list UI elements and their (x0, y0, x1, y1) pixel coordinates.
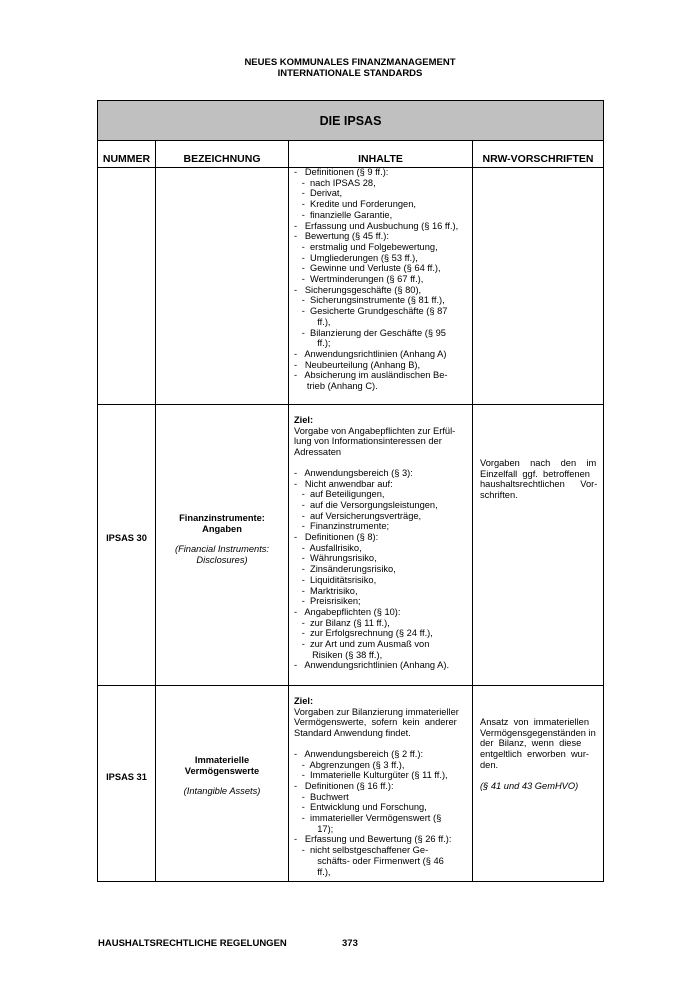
nrw-text: Vermögensgegenständen in (480, 727, 596, 738)
list-item: - Umgliederungen (§ 53 ff.), (294, 252, 418, 263)
nrw-text: Ansatz von immateriellen (480, 717, 590, 727)
nrw-text: Einzelfall ggf. betroffenen (480, 468, 590, 479)
header-line-2: INTERNATIONALE STANDARDS (277, 68, 423, 79)
list-item: - Anwendungsbereich (§ 3): (294, 467, 413, 478)
list-item: - Entwicklung und Forschung, (294, 802, 427, 813)
list-item: - auf die Versorgungsleistungen, (294, 499, 438, 510)
ziel-text: Vorgabe von Angabepflichten zur Erfül- (294, 425, 456, 436)
nrw-text: haushaltsrechtlichen Vor- (480, 479, 598, 490)
list-item: - Buchwert (294, 791, 349, 802)
nrw-reference: (§ 41 und 43 GemHVO) (480, 780, 579, 791)
nrw-text: der Bilanz, wenn diese (480, 738, 582, 749)
row3-bezeichnung (156, 755, 288, 797)
list-item: - Zinsänderungsrisiko, (294, 564, 396, 575)
row3-nummer: IPSAS 31 (106, 772, 147, 782)
row3-nrw (480, 717, 600, 791)
list-item: - auf Beteiligungen, (294, 489, 385, 500)
column-divider (472, 141, 473, 881)
list-item: - Anwendungsrichtlinien (Anhang A). (294, 660, 450, 671)
list-item: - Sicherungsgeschäfte (§ 80), (294, 284, 422, 295)
row2-bezeichnung (156, 513, 288, 566)
list-item: - Nicht anwendbar auf: (294, 478, 393, 489)
row-divider (98, 685, 603, 686)
list-item: - immaterieller Vermögenswert (§ (294, 813, 442, 824)
list-item: - Finanzinstrumente; (294, 521, 390, 532)
list-item: ff.); (294, 338, 331, 349)
page-header (0, 57, 700, 79)
col-header-nrw: NRW-VORSCHRIFTEN (482, 153, 594, 165)
list-item: 17); (294, 823, 334, 834)
list-item: - Ausfallrisiko, (294, 542, 362, 553)
list-item: - Kredite und Forderungen, (294, 199, 416, 210)
list-item: - erstmalig und Folgebewertung, (294, 241, 438, 252)
list-item: - Marktrisiko, (294, 585, 358, 596)
list-item: Risiken (§ 38 ff.), (294, 649, 383, 660)
list-item: - Absicherung im ausländischen Be- (294, 370, 448, 381)
ipsas-table (97, 100, 604, 882)
list-item: - Anwendungsbereich (§ 2 ff.): (294, 748, 424, 759)
list-item: trieb (Anhang C). (294, 381, 378, 392)
row2-nrw (480, 458, 600, 501)
row1-inhalte (294, 167, 470, 392)
row2-inhalte (294, 415, 470, 671)
ziel-label: Ziel: (294, 696, 314, 706)
list-item: - Anwendungsrichtlinien (Anhang A) (294, 348, 447, 359)
list-item: - Definitionen (§ 9 ff.): (294, 167, 389, 177)
list-item: - Abgrenzungen (§ 3 ff.), (294, 759, 405, 770)
bez-english: (Financial Instruments: (174, 544, 270, 555)
list-item: - zur Erfolgsrechnung (§ 24 ff.), (294, 628, 433, 639)
list-item: - nicht selbstgeschaffener Ge- (294, 845, 429, 856)
bez-title: Angaben (202, 523, 242, 534)
bez-title: Finanzinstrumente: (179, 513, 265, 523)
list-item: - zur Art und zum Ausmaß von (294, 639, 430, 650)
list-item: - Währungsrisiko, (294, 553, 377, 564)
table-title: DIE IPSAS (98, 101, 603, 141)
ziel-label: Ziel: (294, 415, 314, 425)
list-item: - finanzielle Garantie, (294, 209, 393, 220)
page-number: 373 (342, 938, 358, 949)
list-item: - Definitionen (§ 16 ff.): (294, 780, 394, 791)
list-item: - Gesicherte Grundgeschäfte (§ 87 (294, 306, 448, 317)
list-item: - Erfassung und Bewertung (§ 26 ff.): (294, 834, 452, 845)
list-item: - auf Versicherungsverträge, (294, 510, 422, 521)
footer-title: HAUSHALTSRECHTLICHE REGELUNGEN (98, 938, 287, 949)
nrw-text: entgeltlich erworben wur- (480, 749, 590, 760)
column-divider (288, 141, 289, 881)
list-item: schäfts- oder Firmenwert (§ 46 (294, 855, 444, 866)
list-item: - Preisrisiken; (294, 596, 361, 607)
header-line-1: NEUES KOMMUNALES FINANZMANAGEMENT (244, 57, 456, 68)
row3-inhalte (294, 696, 470, 877)
list-item: ff.), (294, 316, 331, 327)
ziel-text: lung von Informationsinteressen der (294, 436, 442, 447)
bez-english: Disclosures) (196, 555, 248, 566)
row-divider (98, 404, 603, 405)
col-header-bezeichnung: BEZEICHNUNG (183, 153, 261, 165)
ziel-text: Vermögenswerte, sofern kein anderer (294, 717, 457, 728)
list-item: - Sicherungsinstrumente (§ 81 ff.), (294, 295, 445, 306)
bez-title: Vermögenswerte (184, 765, 260, 776)
col-header-inhalte: INHALTE (358, 153, 403, 165)
list-item: - Angabepflichten (§ 10): (294, 606, 401, 617)
list-item: - Wertminderungen (§ 67 ff.), (294, 274, 424, 285)
col-header-nummer: NUMMER (102, 153, 151, 165)
list-item: - Bilanzierung der Geschäfte (§ 95 (294, 327, 446, 338)
list-item: - Definitionen (§ 8): (294, 532, 379, 543)
list-item: - Gewinne und Verluste (§ 64 ff.), (294, 263, 441, 274)
bez-title: Immaterielle (194, 755, 250, 765)
ziel-text: Standard Anwendung findet. (294, 728, 411, 739)
ziel-text: Vorgaben zur Bilanzierung immaterieller (294, 706, 459, 717)
list-item: - Bewertung (§ 45 ff.): (294, 231, 389, 242)
row2-nummer: IPSAS 30 (106, 533, 147, 543)
nrw-text: schriften. (480, 490, 518, 501)
list-item: - Neubeurteilung (Anhang B), (294, 359, 421, 370)
list-item: - Immaterielle Kulturgüter (§ 11 ff.), (294, 770, 448, 781)
nrw-text: den. (480, 759, 499, 770)
list-item: - Erfassung und Ausbuchung (§ 16 ff.), (294, 220, 459, 231)
list-item: - Liquiditätsrisiko, (294, 574, 377, 585)
nrw-text: Vorgaben nach den im (480, 458, 597, 468)
bez-english: (Intangible Assets) (183, 786, 261, 797)
list-item: - zur Bilanz (§ 11 ff.), (294, 617, 390, 628)
list-item: - nach IPSAS 28, (294, 177, 376, 188)
list-item: - Derivat, (294, 188, 343, 199)
ziel-text: Adressaten (294, 447, 342, 458)
list-item: ff.), (294, 866, 331, 877)
